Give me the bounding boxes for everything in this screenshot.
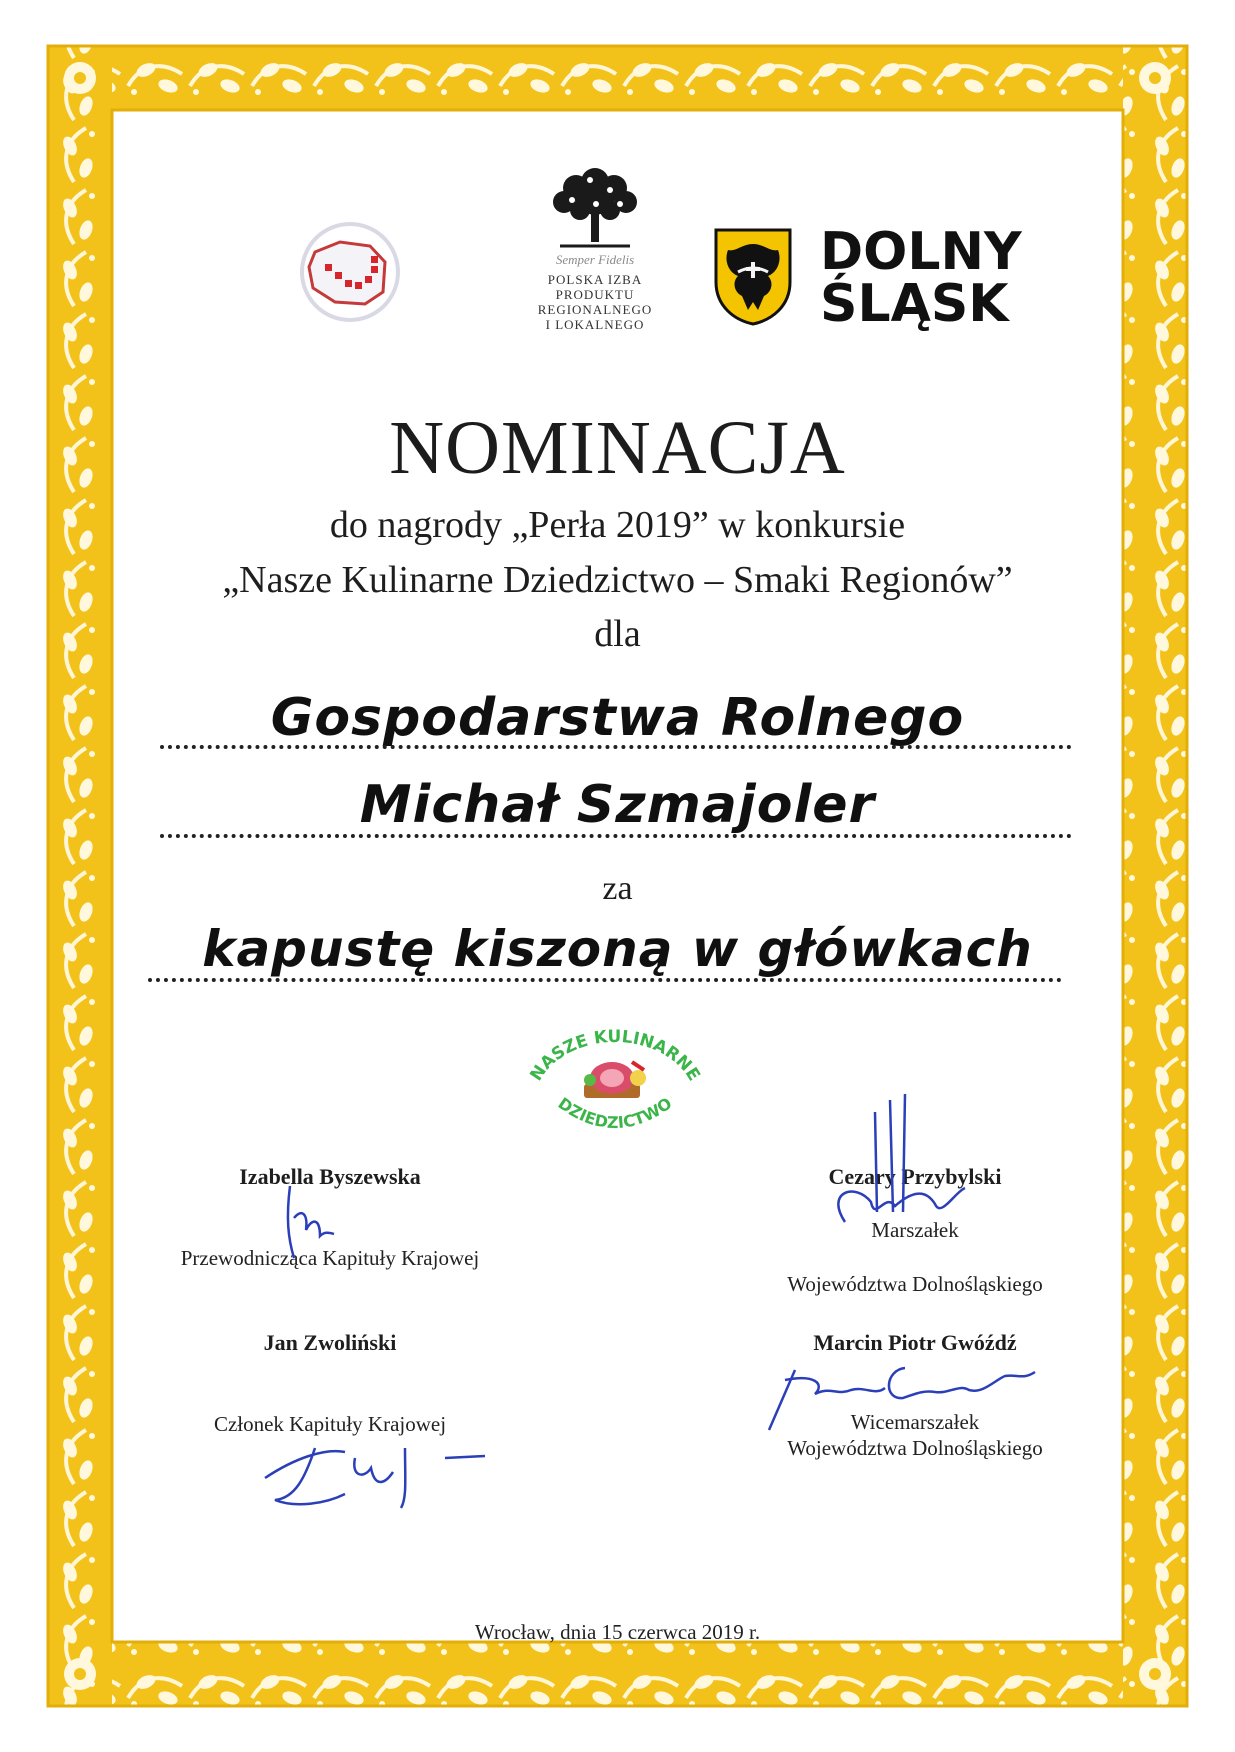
pir-logo <box>510 160 680 350</box>
svg-text:DZIEDZICTWO <box>555 1094 676 1133</box>
dolny-slask-logo <box>712 222 1022 336</box>
contest-logo-bottom-text <box>520 1052 710 1147</box>
za-label: za <box>602 870 633 907</box>
signature-zwolinski <box>255 1428 495 1518</box>
pir-motto: Semper Fidelis <box>555 252 635 267</box>
subtitle-line: do nagrody „Perła 2019” w konkursie <box>329 504 906 546</box>
contest-logo-arc-top: NASZE KULINARNE <box>526 1026 704 1085</box>
signature-przybylski <box>815 1092 995 1252</box>
signatory-role: Województwa Dolnośląskiego <box>787 1436 1043 1460</box>
for-label: dla <box>594 613 641 655</box>
signatory-role: Województwa Dolnośląskiego <box>787 1272 1043 1296</box>
tree-icon <box>540 160 650 250</box>
signatory-name: Cezary Przybylski <box>828 1164 1002 1189</box>
pir-name-line: REGIONALNEGO <box>537 302 653 317</box>
pir-name-line: PRODUKTU <box>555 287 635 302</box>
signatory-role: Wicemarszałek <box>850 1410 980 1434</box>
dolny-slask-text-line: DOLNY <box>820 222 1022 282</box>
dotted-line <box>160 824 1072 838</box>
product-line: kapustę kiszoną w główkach <box>202 920 1033 978</box>
signatory-name: Marcin Piotr Gwóźdź <box>813 1330 1017 1355</box>
page-title: NOMINACJA <box>389 406 846 490</box>
pir-name-line: I LOKALNEGO <box>545 317 645 332</box>
dotted-line <box>148 968 1062 982</box>
contest-logo <box>520 1022 710 1142</box>
signatory-role: Marszałek <box>871 1218 959 1242</box>
dotted-line <box>160 735 1072 749</box>
contest-logo-arc-bottom: DZIEDZICTWO <box>554 1093 676 1133</box>
signatory-name: Izabella Byszewska <box>239 1164 421 1189</box>
subtitle-line: „Nasze Kulinarne Dziedzictwo – Smaki Regionów” <box>222 559 1013 601</box>
signature-gwozdz <box>755 1350 1075 1440</box>
recipient-line: Gospodarstwa Rolnego <box>270 688 965 748</box>
signatory-role: Członek Kapituły Krajowej <box>213 1412 447 1436</box>
footer-date: Wrocław, dnia 15 czerwca 2019 r. <box>474 1620 761 1644</box>
signatory-role: Przewodnicząca Kapituły Krajowej <box>180 1246 480 1270</box>
recipient-line: Michał Szmajoler <box>359 775 876 835</box>
pir-name-line: POLSKA IZBA <box>547 272 643 287</box>
signatory-name: Jan Zwoliński <box>263 1330 397 1355</box>
silesian-eagle-icon <box>712 226 794 326</box>
poland-map-emblem-icon <box>285 222 415 322</box>
dolny-slask-text-line: ŚLĄSK <box>820 274 1009 334</box>
signature-byszewska <box>268 1178 348 1268</box>
